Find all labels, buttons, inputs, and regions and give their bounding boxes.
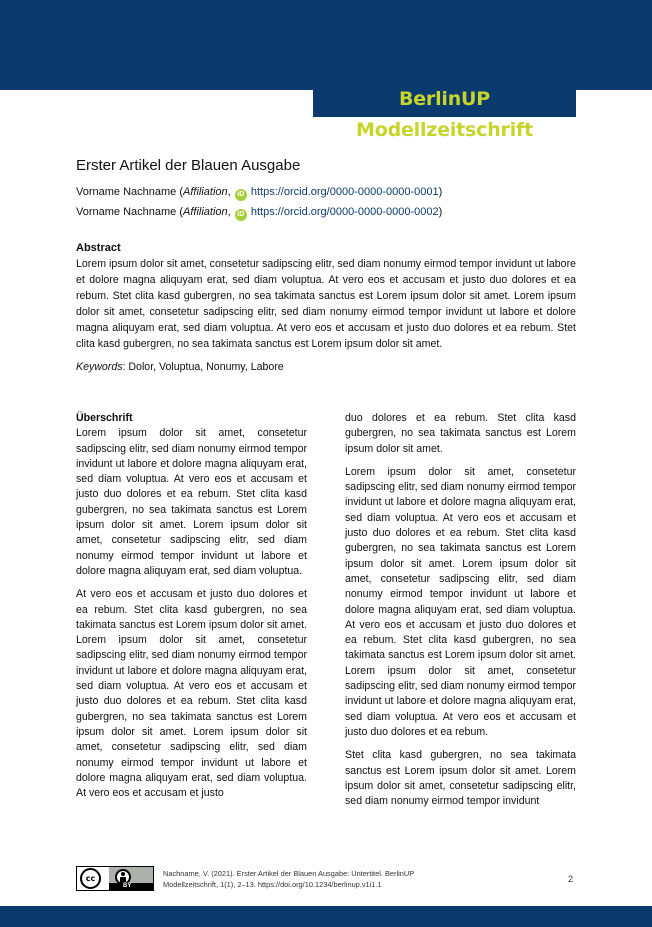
body-paragraph: duo dolores et ea rebum. Stet clita kasd gubergren, no sea takimata sanctus est Lorem ipsum dolor sit amet. [345,412,576,455]
author-line: Vorname Nachname (Affiliation, iD https://orcid.org/0000-0000-0000-0002) [76,206,442,221]
journal-name: BerlinUP Modellzeitschrift [356,88,533,141]
body-paragraph: Lorem ipsum dolor sit amet, consetetur sadipscing elitr, sed diam nonumy eirmod tempor invidunt ut labore et dolore magna aliquyam erat, sed diam voluptua. At vero eos et accusam et justo duo dolores et ea rebum. Stet clita kasd gubergren, no sea takimata sanctus est Lorem ipsum dolor sit amet. Lorem ipsum dolor sit amet, consetetur sadipscing elitr, sed diam nonumy eirmod tempor invidunt ut labore et dolore magna aliquyam erat, sed diam voluptua. At vero eos et accusam et justo duo dolores et ea rebum. Stet clita kasd gubergren, no sea takimata sanctus est Lorem ipsum dolor sit amet. Lorem ipsum dolor sit amet, consetetur sadipscing elitr, sed diam nonumy eirmod tempor invidunt ut labore et dolore magna aliquyam erat, sed diam voluptua. At vero eos et accusam et justo duo dolores et ea rebum. [345,465,576,738]
body-column-right [345,411,576,817]
author-name: Vorname Nachname [76,186,177,198]
body-column-left [76,411,307,809]
abstract-heading: Abstract [76,242,121,254]
keywords-list: Dolor, Voluptua, Nonumy, Labore [128,361,284,373]
author-affiliation: Affiliation [183,206,228,218]
author-affiliation: Affiliation [183,186,228,198]
author-name: Vorname Nachname [76,206,177,218]
footer-bar [0,906,652,927]
orcid-icon: iD [235,209,247,221]
cc-icon: cc [80,868,101,889]
page-number: 2 [568,874,574,884]
keywords-label: Keywords [76,361,123,373]
body-paragraph: Lorem ipsum dolor sit amet, consetetur sadipscing elitr, sed diam nonumy eirmod tempor invidunt ut labore et dolore magna aliquyam erat, sed diam voluptua. At vero eos et accusam et justo duo dolores et ea rebum. Stet clita kasd gubergren, no sea takimata sanctus est Lorem ipsum dolor sit amet. Lorem ipsum dolor sit amet, consetetur sadipscing elitr, sed diam nonumy eirmod tempor invidunt ut labore et dolore magna aliquyam erat, sed diam voluptua. [76,427,307,577]
by-label: BY [123,883,132,889]
body-paragraph: Stet clita kasd gubergren, no sea takimata sanctus est Lorem ipsum dolor sit amet. Lorem ipsum dolor sit amet, consetetur sadipscing elitr, sed diam nonumy eirmod tempor invidunt [345,749,576,808]
abstract-text: Lorem ipsum dolor sit amet, consetetur sadipscing elitr, sed diam nonumy eirmod tempor invidunt ut labore et dolore magna aliquyam erat, sed diam voluptua. At vero eos et accusam et justo duo dolores et ea rebum. Stet clita kasd gubergren, no sea takimata sanctus est Lorem ipsum dolor sit amet. Lorem ipsum dolor sit amet, consetetur sadipscing elitr, sed diam nonumy eirmod tempor invidunt ut labore et dolore magna aliquyam erat, sed diam voluptua. At vero eos et accusam et justo duo dolores et ea rebum. Stet clita kasd gubergren, no sea takimata sanctus est Lorem ipsum dolor sit amet. [76,258,576,350]
orcid-link[interactable]: https://orcid.org/0000-0000-0000-0002 [250,206,439,218]
section-heading: Überschrift [76,412,133,424]
keywords-line: Keywords: Dolor, Voluptua, Nonumy, Labore [76,361,284,373]
orcid-icon: iD [235,189,247,201]
cc-by-license-icon[interactable] [76,866,154,891]
body-paragraph: At vero eos et accusam et justo duo dolores et ea rebum. Stet clita kasd gubergren, no sea takimata sanctus est Lorem ipsum dolor sit amet. Lorem ipsum dolor sit amet, consetetur sadipscing elitr, sed diam nonumy eirmod tempor invidunt ut labore et dolore magna aliquyam erat, sed diam voluptua. At vero eos et accusam et justo duo dolores et ea rebum. Stet clita kasd gubergren, no sea takimata sanctus est Lorem ipsum dolor sit amet. Lorem ipsum dolor sit amet, consetetur sadipscing elitr, sed diam nonumy eirmod tempor invidunt ut labore et dolore magna aliquyam erat, sed diam voluptua. At vero eos et accusam et justo [76,588,307,800]
header-bar [0,0,652,90]
citation-text: Nachname, V. (2021). Erster Artikel der Blauen Ausgabe: Untertitel. BerlinUP Modellzeitschrift, 1(1), 2–13. https://doi.org/10.1234/berlinup.v1i1.1 [163,869,415,889]
author-line: Vorname Nachname (Affiliation, iD https://orcid.org/0000-0000-0000-0001) [76,186,442,201]
article-title: Erster Artikel der Blauen Ausgabe [76,157,301,174]
orcid-link[interactable]: https://orcid.org/0000-0000-0000-0001 [250,186,439,198]
journal-banner [313,84,576,141]
